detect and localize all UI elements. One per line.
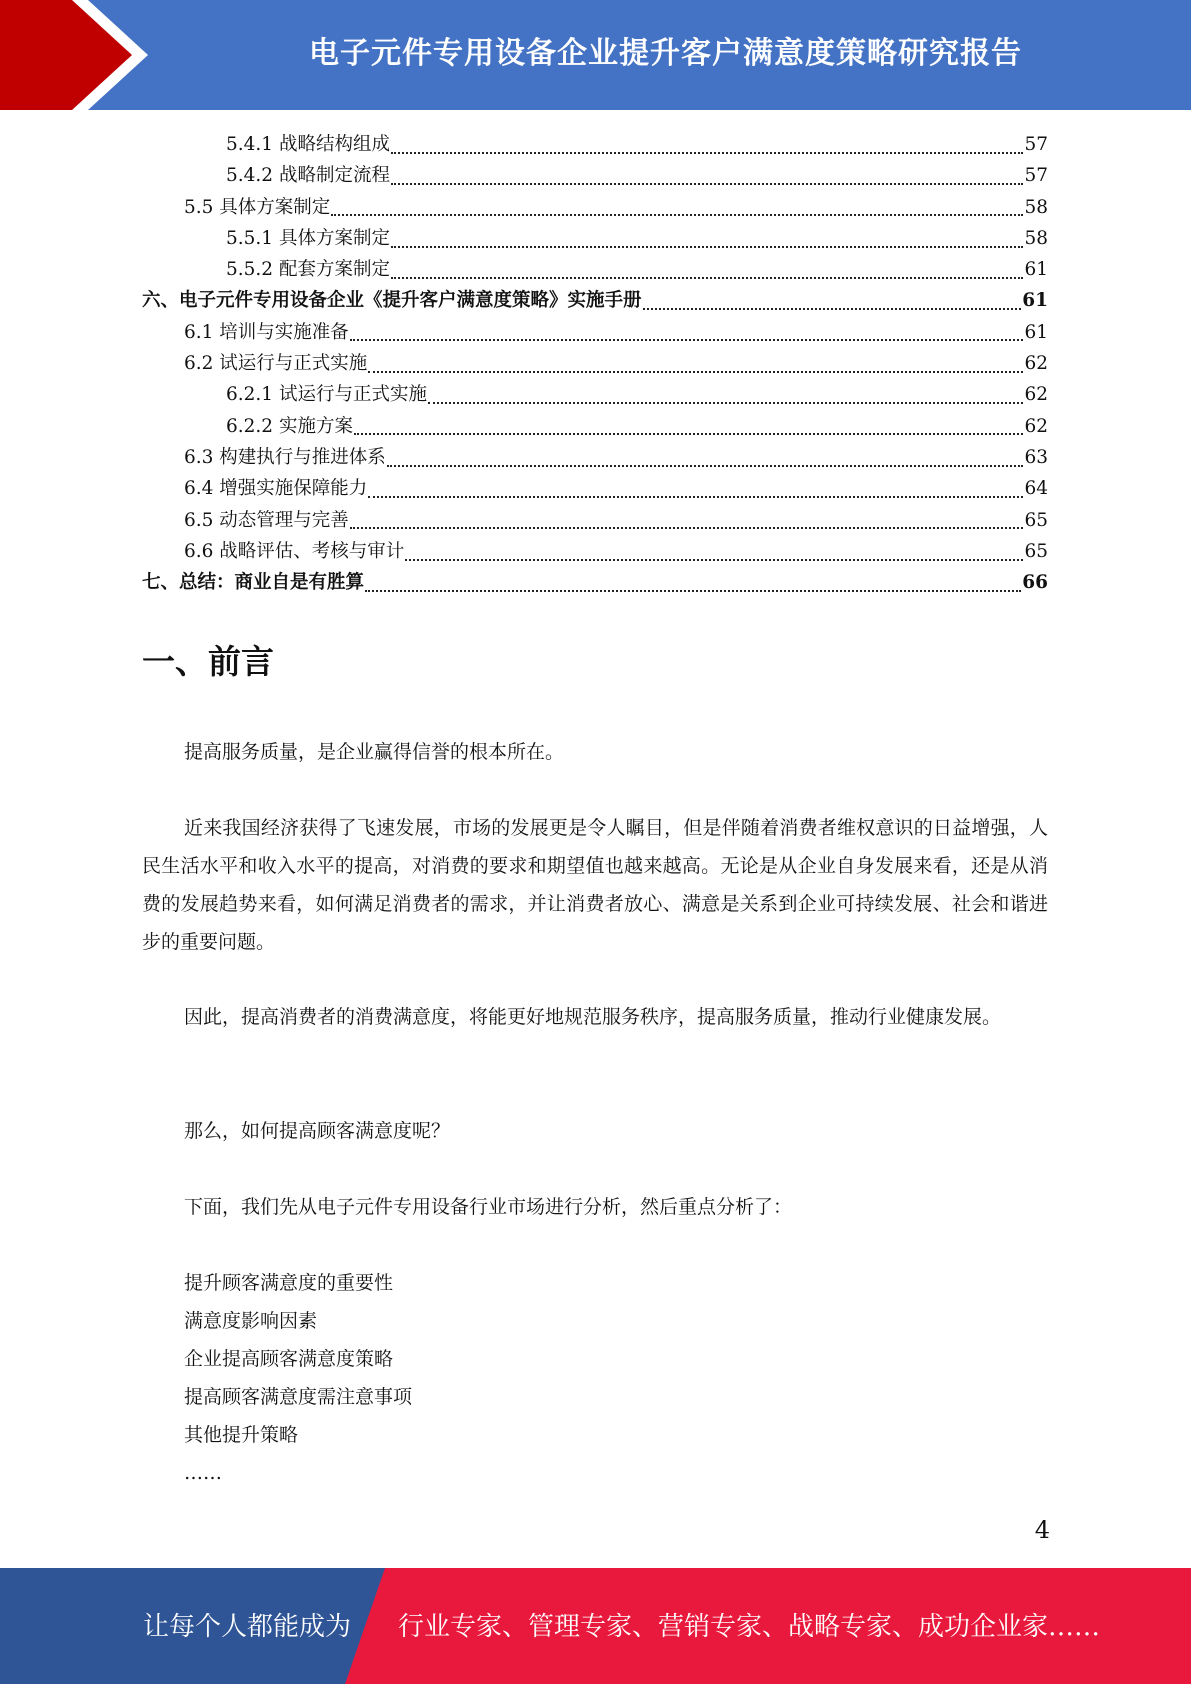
- toc-entry[interactable]: [142, 254, 1048, 285]
- toc-entry[interactable]: [142, 536, 1048, 567]
- list-item: ……: [184, 1462, 222, 1484]
- section-title: 一、前言: [142, 642, 274, 681]
- toc-entry-page: 61: [1022, 290, 1048, 312]
- toc-leader-dots: [365, 590, 1021, 592]
- paragraph-4: 那么，如何提高顾客满意度呢？: [184, 1120, 451, 1142]
- red-chevron-icon: [0, 0, 160, 110]
- toc-leader-dots: [387, 465, 1024, 467]
- toc-entry-label: 5.5 具体方案制定: [184, 196, 331, 218]
- topic-list: [184, 1264, 412, 1492]
- toc-entry[interactable]: [142, 411, 1048, 442]
- toc-entry-label: 6.1 培训与实施准备: [184, 321, 349, 343]
- toc-entry-label: 6.5 动态管理与完善: [184, 509, 349, 531]
- toc-entry-label: 6.2 试运行与正式实施: [184, 353, 368, 375]
- toc-leader-dots: [643, 308, 1022, 310]
- toc-entry[interactable]: [142, 285, 1048, 316]
- toc-entry-page: 62: [1024, 384, 1048, 406]
- toc-entry-page: 65: [1024, 509, 1048, 531]
- toc-leader-dots: [331, 214, 1023, 216]
- toc-leader-dots: [350, 527, 1024, 529]
- footer-slogan-left: 让每个人都能成为: [143, 1612, 352, 1642]
- toc-leader-dots: [354, 433, 1024, 435]
- toc-entry-page: 57: [1024, 134, 1048, 155]
- toc-entry-label: 5.4.2 战略制定流程: [226, 165, 390, 187]
- toc-entry[interactable]: [142, 505, 1048, 536]
- list-item: 其他提升策略: [184, 1424, 299, 1446]
- toc-entry-label: 5.5.2 配套方案制定: [226, 259, 390, 281]
- toc-leader-dots: [368, 371, 1023, 373]
- toc-entry[interactable]: [142, 473, 1048, 504]
- toc-entry-page: 58: [1024, 196, 1048, 218]
- toc-entry[interactable]: [142, 317, 1048, 348]
- paragraph-5: 下面，我们先从电子元件专用设备行业市场进行分析，然后重点分析了：: [184, 1196, 793, 1218]
- toc-entry-label: 5.4.1 战略结构组成: [226, 134, 390, 155]
- toc-leader-dots: [350, 339, 1024, 341]
- toc-entry[interactable]: [142, 442, 1048, 473]
- toc-entry-page: 66: [1022, 572, 1048, 594]
- toc-entry-page: 61: [1024, 321, 1048, 343]
- toc-entry-page: 62: [1024, 415, 1048, 437]
- toc-leader-dots: [405, 559, 1023, 561]
- paragraph-3: 因此，提高消费者的消费满意度，将能更好地规范服务秩序，提高服务质量，推动行业健康发展。: [184, 1006, 1002, 1028]
- toc-entry-page: 57: [1024, 165, 1048, 187]
- toc-entry-page: 65: [1024, 540, 1048, 562]
- page-number: 4: [1034, 1516, 1050, 1544]
- toc-entry-page: 63: [1024, 446, 1048, 468]
- toc-entry-page: 58: [1024, 227, 1048, 249]
- list-item: 企业提高顾客满意度策略: [184, 1348, 394, 1370]
- toc-entry-label: 6.2.2 实施方案: [226, 415, 353, 437]
- footer-slogan-right: 行业专家、管理专家、营销专家、战略专家、成功企业家……: [398, 1612, 1101, 1642]
- toc-entry[interactable]: [142, 223, 1048, 254]
- toc-leader-dots: [391, 277, 1023, 279]
- toc-entry-label: 6.4 增强实施保障能力: [184, 478, 368, 500]
- toc-entry[interactable]: [142, 348, 1048, 379]
- page-header: [0, 0, 1191, 110]
- page-footer: [0, 1568, 1191, 1684]
- toc-entry-label: 七、总结：商业自是有胜算: [142, 572, 365, 594]
- toc-entry-label: 六、电子元件专用设备企业《提升客户满意度策略》实施手册: [142, 290, 642, 312]
- toc-entry[interactable]: [142, 379, 1048, 410]
- toc-entry[interactable]: [142, 129, 1048, 160]
- toc-entry[interactable]: [142, 192, 1048, 223]
- toc-entry-page: 61: [1024, 259, 1048, 281]
- toc-entry-label: 6.3 构建执行与推进体系: [184, 446, 386, 468]
- toc-leader-dots: [368, 496, 1023, 498]
- toc-entry-label: 6.6 战略评估、考核与审计: [184, 540, 405, 562]
- list-item: 满意度影响因素: [184, 1310, 318, 1332]
- toc-leader-dots: [428, 402, 1023, 404]
- toc-entry-label: 5.5.1 具体方案制定: [226, 227, 390, 249]
- report-title: 电子元件专用设备企业提升客户满意度策略研究报告: [309, 36, 1022, 71]
- toc-entry-label: 6.2.1 试运行与正式实施: [226, 384, 427, 406]
- toc-leader-dots: [391, 152, 1023, 154]
- toc-leader-dots: [391, 183, 1023, 185]
- toc-entry-page: 62: [1024, 353, 1048, 375]
- paragraph-1: 提高服务质量，是企业赢得信誉的根本所在。: [184, 741, 565, 763]
- list-item: 提高顾客满意度需注意事项: [184, 1386, 413, 1408]
- table-of-contents: [142, 129, 1048, 598]
- list-item: 提升顾客满意度的重要性: [184, 1272, 394, 1294]
- toc-entry[interactable]: [142, 160, 1048, 191]
- paragraph-2: 近来我国经济获得了飞速发展，市场的发展更是令人瞩目，但是伴随着消费者维权意识的日益增强，人民生活水平和收入水平的提高，对消费的要求和期望值也越来越高。无论是从企业自身发展来看，还是从消费的发展趋势来看，如何满足消费者的需求，并让消费者放心、满意是关系到企业可持续发展、社会和谐进步的重要问题。: [142, 817, 1048, 953]
- toc-entry[interactable]: [142, 567, 1048, 598]
- toc-entry-page: 64: [1024, 478, 1048, 500]
- toc-leader-dots: [391, 246, 1023, 248]
